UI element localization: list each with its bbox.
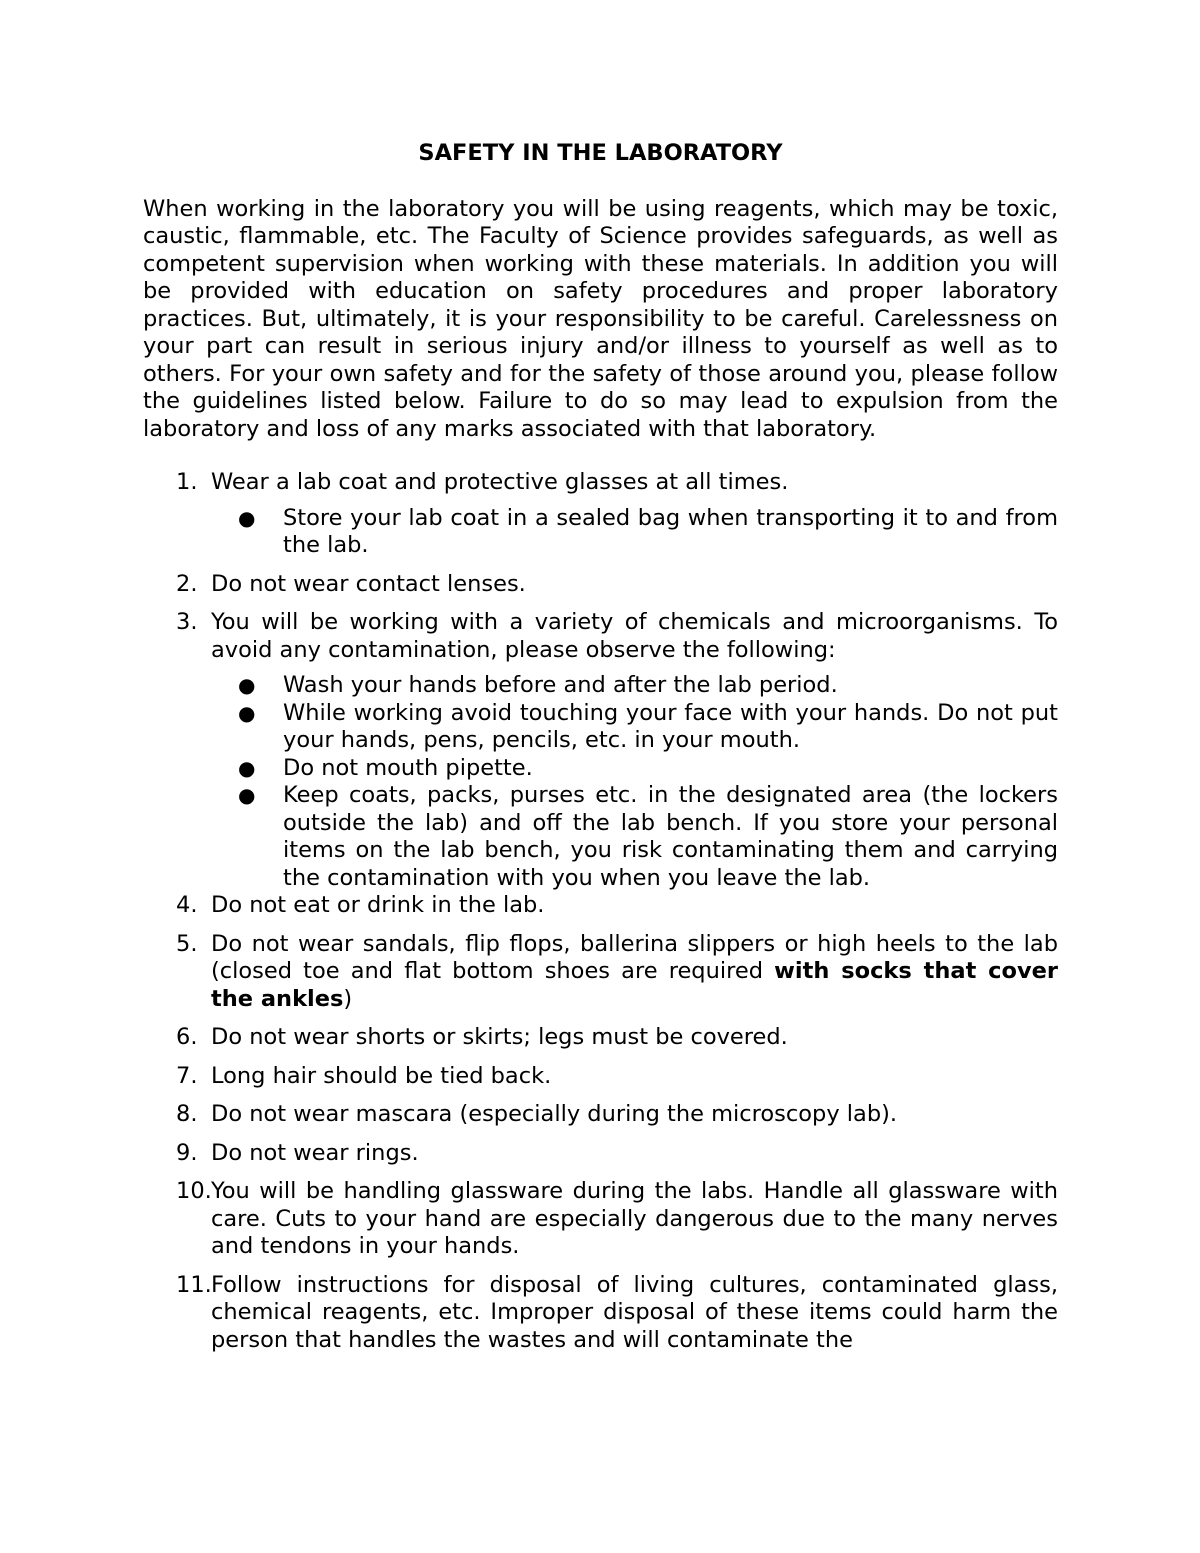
sub-item xyxy=(238,782,1058,892)
rule-item xyxy=(143,931,1058,1014)
intro-paragraph: When working in the laboratory you will be using reagents, which may be toxic, caustic, flammable, etc. The Faculty of Science provides safeguards, as well as competent supervision when working with these materials. In addition you will be provided with education on safety procedures and proper laboratory practices. But, ultimately, it is your responsibility to be careful. Carelessness on your part can result in serious injury and/or illness to yourself as well as to others. For your own safety and for the safety of those around you, please follow the guidelines listed below. Failure to do so may lead to expulsion from the laboratory and loss of any marks associated with that laboratory. xyxy=(143,195,1058,442)
rule-text: Wear a lab coat and protective glasses at all times. xyxy=(211,469,789,495)
bullet-icon: ● xyxy=(238,700,256,725)
rule-number: 4. xyxy=(176,892,198,918)
rule-item xyxy=(143,1178,1058,1261)
sub-item-text: Store your lab coat in a sealed bag when transporting it to and from the lab. xyxy=(283,504,1058,558)
rule-number: 3. xyxy=(176,609,198,635)
rule-number: 7. xyxy=(176,1062,198,1089)
document-page xyxy=(143,140,1058,1365)
rule-text: Do not wear rings. xyxy=(211,1139,419,1166)
sub-item xyxy=(238,504,1058,560)
rule-emphasis: with socks that cover the ankles xyxy=(211,958,1058,1012)
page-title: SAFETY IN THE LABORATORY xyxy=(418,140,783,166)
rule-text: Do not wear mascara (especially during the microscopy lab). xyxy=(211,1101,898,1127)
rule-text: Do not wear shorts or skirts; legs must be covered. xyxy=(211,1024,788,1050)
sub-item-text: Keep coats, packs, purses etc. in the designated area (the lockers outside the lab) and off the lab bench. If you store your personal items on the lab bench, you risk contaminating them and carrying the contamination with you when you leave the lab. xyxy=(283,782,1058,891)
sub-item xyxy=(238,699,1058,755)
safety-rules-list xyxy=(143,469,1058,1354)
rule-item xyxy=(143,469,1058,560)
rule-text: Do not eat or drink in the lab. xyxy=(211,892,545,918)
sub-list xyxy=(238,672,1058,892)
rule-item xyxy=(143,1101,1058,1129)
sub-item-text: While working avoid touching your face with your hands. Do not put your hands, pens, pencils, etc. in your mouth. xyxy=(283,699,1058,753)
rule-number: 5. xyxy=(176,930,198,957)
rule-text: You will be handling glassware during the labs. Handle all glassware with care. Cuts to your hand are especially dangerous due to the many nerves and tendons in your hands. xyxy=(211,1178,1058,1259)
rule-item xyxy=(143,609,1058,892)
rule-number: 9. xyxy=(176,1139,198,1166)
rule-number: 10. xyxy=(176,1178,212,1204)
sub-item xyxy=(238,754,1058,783)
rule-number: 8. xyxy=(176,1101,198,1127)
rule-item xyxy=(143,1063,1058,1091)
rule-text: Do not wear contact lenses. xyxy=(211,570,526,597)
rule-text: You will be working with a variety of chemicals and microorganisms. To avoid any contamination, please observe the following: xyxy=(211,609,1058,663)
rule-item xyxy=(143,892,1058,920)
rule-item xyxy=(143,1140,1058,1168)
rule-item xyxy=(143,1272,1058,1355)
rule-number: 11. xyxy=(176,1271,212,1298)
bullet-icon: ● xyxy=(238,755,256,780)
sub-item-text: Do not mouth pipette. xyxy=(283,754,533,781)
sub-item xyxy=(238,672,1058,700)
sub-item-text: Wash your hands before and after the lab period. xyxy=(283,672,838,698)
rule-item xyxy=(143,1024,1058,1052)
bullet-icon: ● xyxy=(238,505,256,530)
rule-number: 1. xyxy=(176,469,198,495)
sub-list xyxy=(238,505,1058,560)
rule-item xyxy=(143,571,1058,599)
rule-text: Do not wear sandals, flip flops, ballerina slippers or high heels to the lab (closed toe and flat bottom shoes are required with socks that cover the ankles) xyxy=(211,930,1058,1012)
rule-text: Long hair should be tied back. xyxy=(211,1062,552,1089)
rule-text: Follow instructions for disposal of living cultures, contaminated glass, chemical reagents, etc. Improper disposal of these items could harm the person that handles the wastes and will contaminate the xyxy=(211,1271,1058,1353)
rule-number: 6. xyxy=(176,1024,198,1050)
bullet-icon: ● xyxy=(238,673,256,697)
rule-number: 2. xyxy=(176,570,198,597)
bullet-icon: ● xyxy=(238,783,256,807)
